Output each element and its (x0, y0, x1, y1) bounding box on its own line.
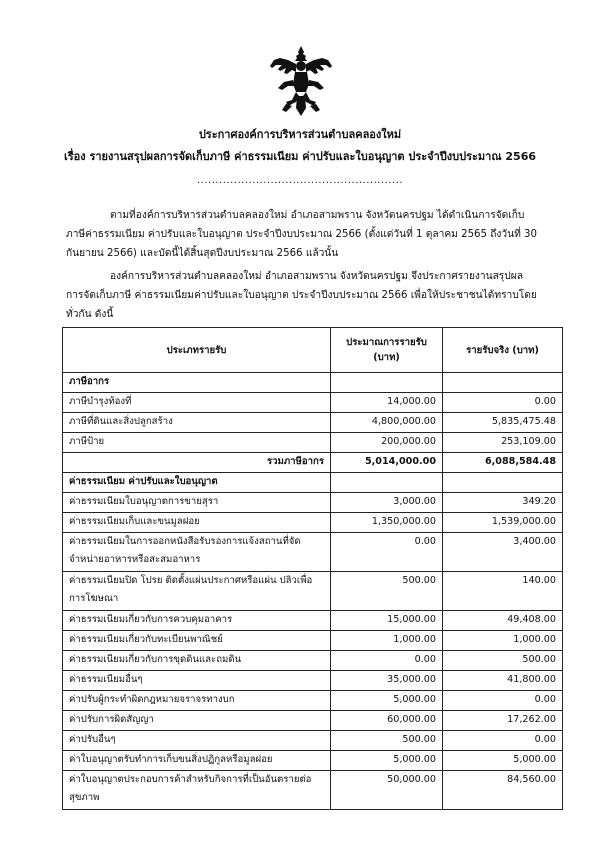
row-actual: 253,109.00 (443, 433, 563, 453)
header-estimate (331, 328, 443, 373)
total-estimate: 5,014,000.00 (331, 453, 443, 473)
row-name: ค่าใบอนุญาตประกอบการค้าสำหรับกิจการที่เป็นอันตรายต่อสุขภาพ (63, 771, 331, 810)
section-row-fees (63, 473, 563, 493)
total-label: รวมภาษีอากร (63, 453, 331, 473)
row-actual: 1,000.00 (443, 631, 563, 651)
row-estimate: 14,000.00 (331, 393, 443, 413)
table-row (63, 513, 563, 533)
row-name: ค่าธรรมเนียมอื่นๆ (63, 671, 331, 691)
section-label: ภาษีอากร (63, 373, 331, 393)
row-estimate: 200,000.00 (331, 433, 443, 453)
row-actual: 0.00 (443, 691, 563, 711)
row-name: ภาษีป้าย (63, 433, 331, 453)
row-estimate: 1,350,000.00 (331, 513, 443, 533)
header-estimate-unit: (บาท) (373, 352, 400, 363)
table-row (63, 691, 563, 711)
row-actual: 41,800.00 (443, 671, 563, 691)
row-name: ค่าปรับอื่นๆ (63, 731, 331, 751)
header-estimate-label: ประมาณการรายรับ (346, 337, 427, 348)
separator-line: ........................................................ (196, 175, 403, 186)
row-estimate: 3,000.00 (331, 493, 443, 513)
row-actual: 0.00 (443, 393, 563, 413)
row-estimate: 4,800,000.00 (331, 413, 443, 433)
row-actual: 349.20 (443, 493, 563, 513)
row-name: ค่าธรรมเนียมปิด โปรย ติดตั้งแผ่นประกาศหรือแผ่น ปลิวเพื่อการโฆษณา (63, 572, 331, 611)
row-actual: 1,539,000.00 (443, 513, 563, 533)
row-name: ค่าธรรมเนียมในการออกหนังสือรับรองการแจ้งสถานที่จัดจำหน่ายอาหารหรือสะสมอาหาร (63, 533, 331, 572)
row-estimate: 5,000.00 (331, 751, 443, 771)
row-estimate: 50,000.00 (331, 771, 443, 810)
table-row (63, 671, 563, 691)
row-estimate: 0.00 (331, 651, 443, 671)
row-estimate: 500.00 (331, 572, 443, 611)
total-actual: 6,088,584.48 (443, 453, 563, 473)
table-row (63, 731, 563, 751)
row-actual: 500.00 (443, 651, 563, 671)
row-estimate: 0.00 (331, 533, 443, 572)
row-name: ค่าธรรมเนียมเก็บและขนมูลฝอย (63, 513, 331, 533)
row-estimate: 15,000.00 (331, 611, 443, 631)
row-name: ค่าปรับผู้กระทำผิดกฎหมายจราจรทางบก (63, 691, 331, 711)
section-row-tax (63, 373, 563, 393)
row-name: ค่าธรรมเนียมใบอนุญาตการขายสุรา (63, 493, 331, 513)
row-estimate: 500.00 (331, 731, 443, 751)
table-row (63, 651, 563, 671)
tax-total-row (63, 453, 563, 473)
revenue-table (62, 327, 563, 810)
row-actual: 49,408.00 (443, 611, 563, 631)
announcement-title: ประกาศองค์การบริหารส่วนตำบลคลองใหม่ (198, 128, 402, 141)
intro-paragraph: ตามที่องค์การบริหารส่วนตำบลคลองใหม่ อำเภอสามพราน จังหวัดนครปฐม ได้ดำเนินการจัดเก็บภาษีค่าธรรมเนียม ค่าปรับและใบอนุญาต ประจำปีงบประมาณ 2566 (ตั้งแต่วันที่ 1 ตุลาคม 2565 ถึงวันที่ 30 กันยายน 2566) และบัดนี้ได้สิ้นสุดปีงบประมาณ 2566 แล้วนั้น (66, 210, 538, 259)
table-row (63, 711, 563, 731)
table-header-row (63, 328, 563, 373)
garuda-emblem (266, 44, 336, 118)
row-actual: 140.00 (443, 572, 563, 611)
row-actual: 5,000.00 (443, 751, 563, 771)
row-actual: 84,560.00 (443, 771, 563, 810)
row-estimate: 35,000.00 (331, 671, 443, 691)
table-row (63, 751, 563, 771)
table-row (63, 631, 563, 651)
table-row (63, 611, 563, 631)
header-actual: รายรับจริง (บาท) (443, 328, 563, 373)
section-label: ค่าธรรมเนียม ค่าปรับและใบอนุญาต (63, 473, 331, 493)
row-actual: 17,262.00 (443, 711, 563, 731)
table-row (63, 433, 563, 453)
row-estimate: 1,000.00 (331, 631, 443, 651)
row-name: ภาษีบำรุงท้องที่ (63, 393, 331, 413)
row-name: ค่าธรรมเนียมเกี่ยวกับการขุดดินและถมดิน (63, 651, 331, 671)
row-actual: 5,835,475.48 (443, 413, 563, 433)
table-row (63, 493, 563, 513)
table-row (63, 393, 563, 413)
row-name: ค่าธรรมเนียมเกี่ยวกับการควบคุมอาคาร (63, 611, 331, 631)
row-name: ภาษีที่ดินและสิ่งปลูกสร้าง (63, 413, 331, 433)
row-name: ค่าปรับการผิดสัญญา (63, 711, 331, 731)
row-actual: 0.00 (443, 731, 563, 751)
table-row (63, 533, 563, 572)
announcement-subject: เรื่อง รายงานสรุปผลการจัดเก็บภาษี ค่าธรรมเนียม ค่าปรับและใบอนุญาต ประจำปีงบประมาณ 2566 (63, 150, 536, 163)
header-revenue-type: ประเภทรายรับ (63, 328, 331, 373)
row-estimate: 5,000.00 (331, 691, 443, 711)
row-estimate: 60,000.00 (331, 711, 443, 731)
table-row (63, 771, 563, 810)
announcement-paragraph: องค์การบริหารส่วนตำบลคลองใหม่ อำเภอสามพราน จังหวัดนครปฐม จึงประกาศรายงานสรุปผลการจัดเก็บภาษี ค่าธรรมเนียมค่าปรับและใบอนุญาต ประจำปีงบประมาณ 2566 เพื่อให้ประชาชนได้ทราบโดยทั่วกัน ดังนี้ (66, 271, 537, 320)
row-actual: 3,400.00 (443, 533, 563, 572)
row-name: ค่าใบอนุญาตรับทำการเก็บขนสิ่งปฏิกูลหรือมูลฝอย (63, 751, 331, 771)
table-row (63, 572, 563, 611)
table-row (63, 413, 563, 433)
row-name: ค่าธรรมเนียมเกี่ยวกับทะเบียนพาณิชย์ (63, 631, 331, 651)
